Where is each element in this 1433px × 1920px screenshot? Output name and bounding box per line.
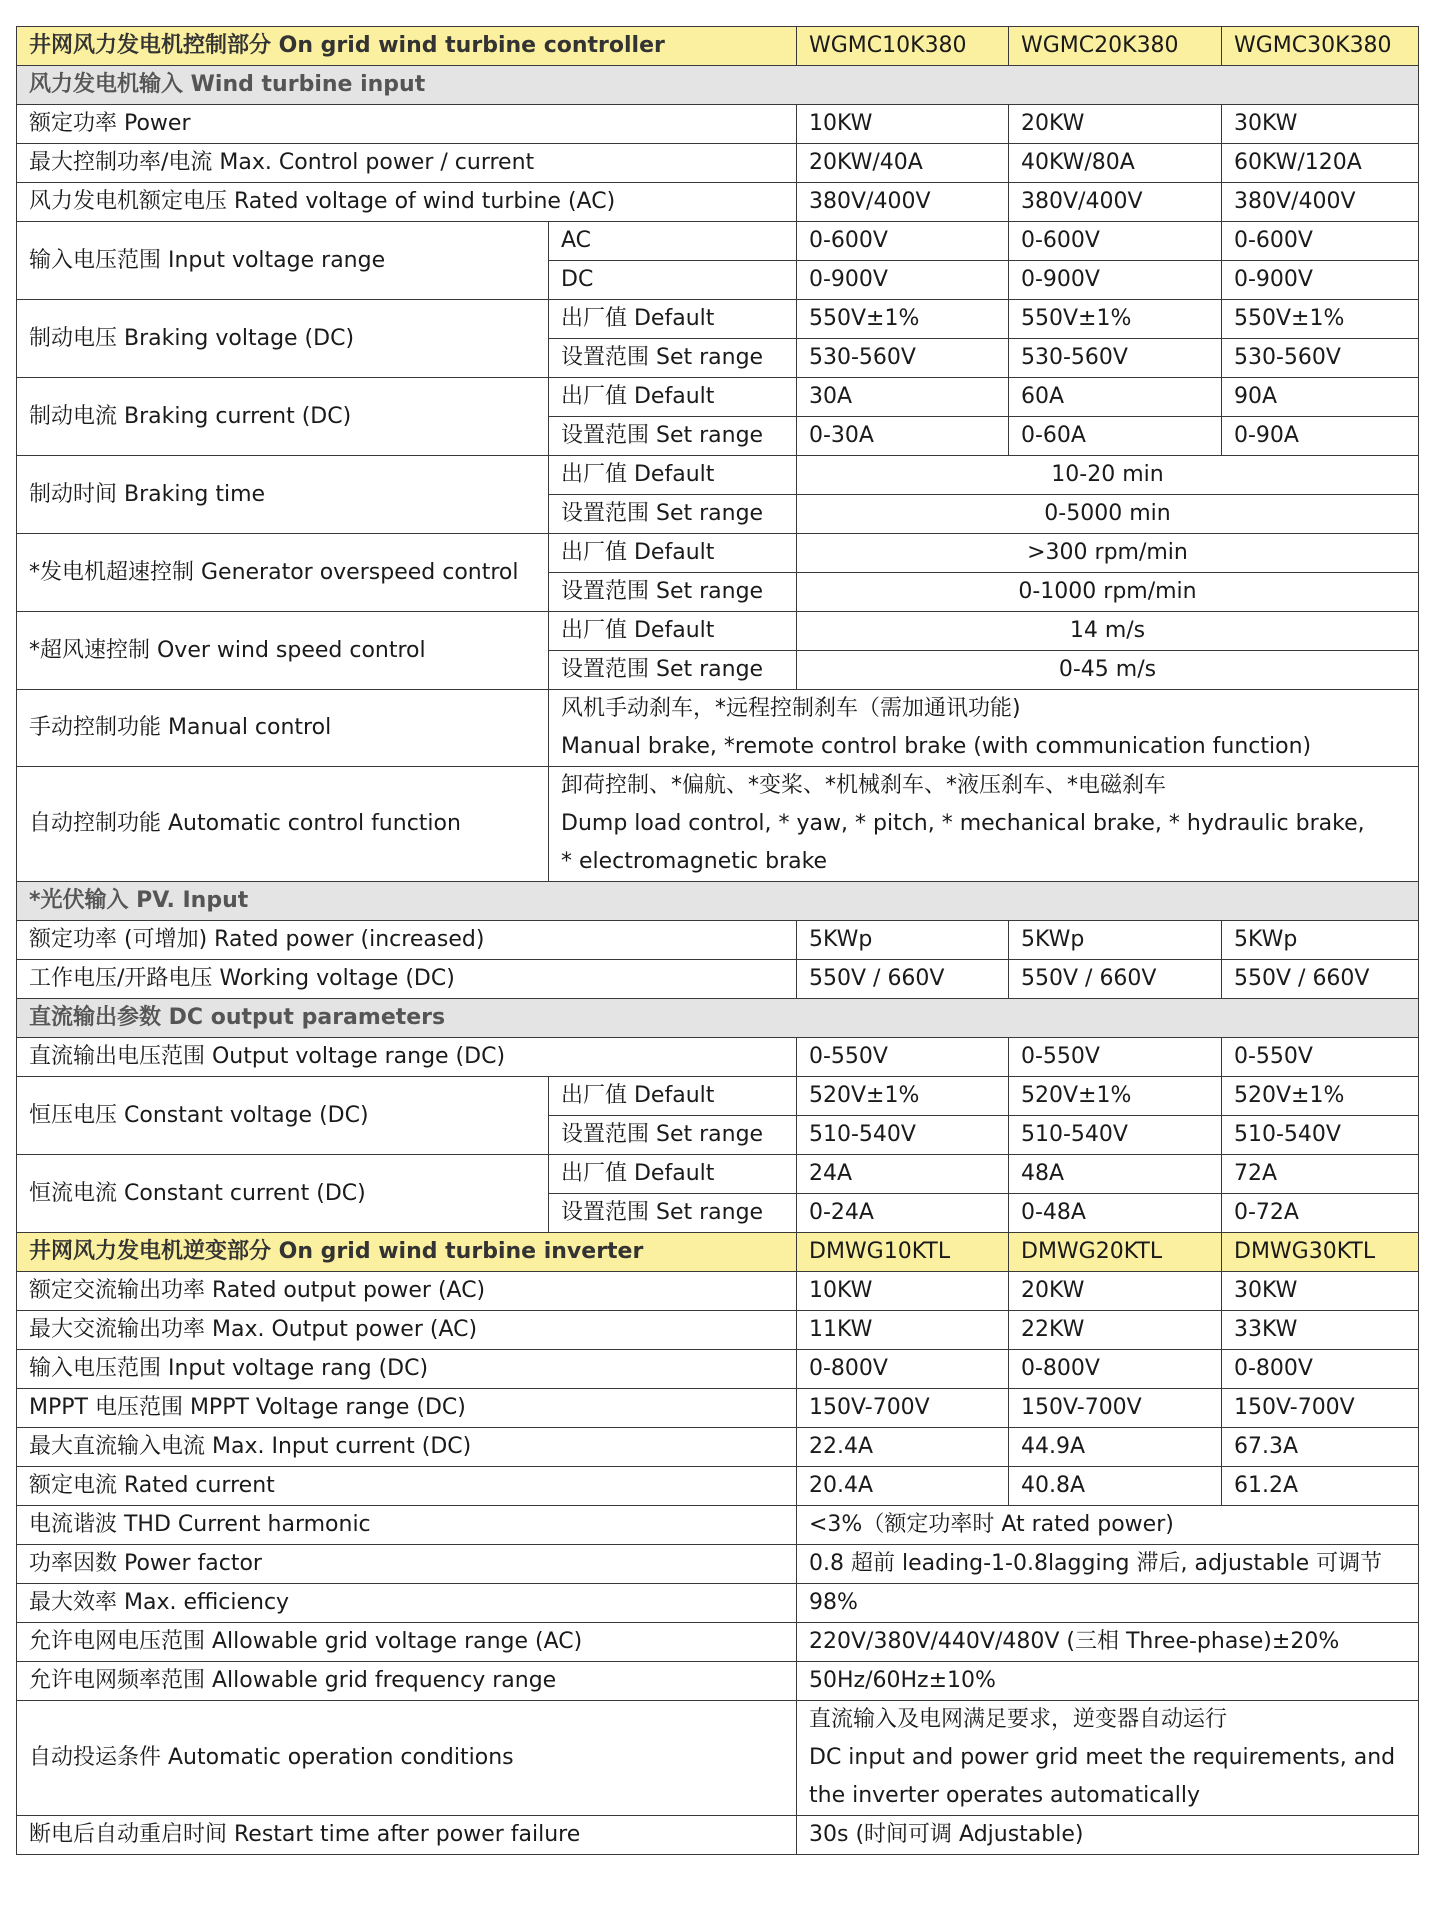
cell-value: 150V-700V [797, 1389, 1009, 1428]
model-header: DMWG20KTL [1009, 1233, 1222, 1272]
cell-value: 220V/380V/440V/480V (三相 Three-phase)±20% [797, 1623, 1419, 1662]
cell-value: 510-540V [1009, 1116, 1222, 1155]
cell-value: 5KWp [1222, 921, 1419, 960]
cell-value: 44.9A [1009, 1428, 1222, 1467]
sub-label: 设置范围 Set range [549, 651, 797, 690]
sub-label: 出厂值 Default [549, 534, 797, 573]
cell-value [549, 690, 1419, 767]
cell-value: 10KW [797, 105, 1009, 144]
sub-label: 出厂值 Default [549, 300, 797, 339]
table-row [17, 456, 1419, 495]
row-label: 制动电流 Braking current (DC) [17, 378, 549, 456]
section-header [17, 66, 1419, 105]
text-line: the inverter operates automatically [809, 1783, 1201, 1808]
cell-value: 550V±1% [1009, 300, 1222, 339]
cell-value: 5KWp [797, 921, 1009, 960]
cell-value: 30s (时间可调 Adjustable) [797, 1816, 1419, 1855]
cell-value: 0-5000 min [797, 495, 1419, 534]
model-header: DMWG10KTL [797, 1233, 1009, 1272]
table-row [17, 1038, 1419, 1077]
cell-value: 0-550V [1222, 1038, 1419, 1077]
cell-value: 510-540V [797, 1116, 1009, 1155]
cell-value: 20KW/40A [797, 144, 1009, 183]
cell-value: 0-60A [1009, 417, 1222, 456]
section-title: 直流输出参数 DC output parameters [17, 999, 1419, 1038]
cell-value: 30A [797, 378, 1009, 417]
cell-value: 0-90A [1222, 417, 1419, 456]
row-label: 功率因数 Power factor [17, 1545, 797, 1584]
row-label: 风力发电机额定电压 Rated voltage of wind turbine (AC) [17, 183, 797, 222]
cell-value: 550V±1% [1222, 300, 1419, 339]
row-label: 额定功率 (可增加) Rated power (increased) [17, 921, 797, 960]
table-row [17, 222, 1419, 261]
row-label: 最大直流输入电流 Max. Input current (DC) [17, 1428, 797, 1467]
cell-value: 22KW [1009, 1311, 1222, 1350]
model-header: WGMC30K380 [1222, 27, 1419, 66]
row-label: 手动控制功能 Manual control [17, 690, 549, 767]
cell-value: 67.3A [1222, 1428, 1419, 1467]
sub-label: 设置范围 Set range [549, 339, 797, 378]
row-label: MPPT 电压范围 MPPT Voltage range (DC) [17, 1389, 797, 1428]
model-header: WGMC20K380 [1009, 27, 1222, 66]
cell-value: 61.2A [1222, 1467, 1419, 1506]
table-row [17, 378, 1419, 417]
text-line: Dump load control, * yaw, * pitch, * mechanical brake, * hydraulic brake, [561, 811, 1365, 836]
cell-value: 60KW/120A [1222, 144, 1419, 183]
row-label: 额定电流 Rated current [17, 1467, 797, 1506]
row-label: 最大交流输出功率 Max. Output power (AC) [17, 1311, 797, 1350]
cell-value: 550V / 660V [797, 960, 1009, 999]
sub-label: DC [549, 261, 797, 300]
text-line: Manual brake, *remote control brake (with communication function) [561, 734, 1312, 759]
table-row [17, 1350, 1419, 1389]
cell-value: 530-560V [1009, 339, 1222, 378]
row-label: 允许电网电压范围 Allowable grid voltage range (AC) [17, 1623, 797, 1662]
table-row [17, 1816, 1419, 1855]
cell-value: 20KW [1009, 1272, 1222, 1311]
table-row [17, 921, 1419, 960]
cell-value: 0-600V [1222, 222, 1419, 261]
cell-value: 380V/400V [1222, 183, 1419, 222]
sub-label: 设置范围 Set range [549, 1194, 797, 1233]
cell-value: 0-900V [1009, 261, 1222, 300]
table-row [17, 1077, 1419, 1116]
cell-value: 520V±1% [1009, 1077, 1222, 1116]
sub-label: 出厂值 Default [549, 456, 797, 495]
sub-label: 设置范围 Set range [549, 417, 797, 456]
cell-value: 550V / 660V [1009, 960, 1222, 999]
row-label: *发电机超速控制 Generator overspeed control [17, 534, 549, 612]
cell-value: 0.8 超前 leading-1-0.8lagging 滞后, adjustable 可调节 [797, 1545, 1419, 1584]
cell-value: 30KW [1222, 105, 1419, 144]
table-row [17, 1506, 1419, 1545]
cell-value: 14 m/s [797, 612, 1419, 651]
cell-value: 50Hz/60Hz±10% [797, 1662, 1419, 1701]
cell-value: 0-45 m/s [797, 651, 1419, 690]
cell-value: 72A [1222, 1155, 1419, 1194]
cell-value: 98% [797, 1584, 1419, 1623]
cell-value: 33KW [1222, 1311, 1419, 1350]
row-label: 额定交流输出功率 Rated output power (AC) [17, 1272, 797, 1311]
row-label: 恒压电压 Constant voltage (DC) [17, 1077, 549, 1155]
sub-label: 设置范围 Set range [549, 495, 797, 534]
cell-value: 0-48A [1009, 1194, 1222, 1233]
section-title: *光伏输入 PV. Input [17, 882, 1419, 921]
model-header: DMWG30KTL [1222, 1233, 1419, 1272]
table-row [17, 534, 1419, 573]
sub-label: AC [549, 222, 797, 261]
row-label: *超风速控制 Over wind speed control [17, 612, 549, 690]
inverter-header-row [17, 1233, 1419, 1272]
table-row [17, 144, 1419, 183]
table-row [17, 1389, 1419, 1428]
cell-value: 11KW [797, 1311, 1009, 1350]
cell-value: 0-900V [797, 261, 1009, 300]
cell-value: 48A [1009, 1155, 1222, 1194]
row-label: 输入电压范围 Input voltage rang (DC) [17, 1350, 797, 1389]
table-row [17, 1272, 1419, 1311]
cell-value: 380V/400V [797, 183, 1009, 222]
sub-label: 出厂值 Default [549, 1155, 797, 1194]
table-row [17, 105, 1419, 144]
cell-value: 0-30A [797, 417, 1009, 456]
cell-value: 90A [1222, 378, 1419, 417]
row-label: 工作电压/开路电压 Working voltage (DC) [17, 960, 797, 999]
row-label: 电流谐波 THD Current harmonic [17, 1506, 797, 1545]
cell-value: 0-800V [1222, 1350, 1419, 1389]
cell-value: 550V / 660V [1222, 960, 1419, 999]
table-row [17, 300, 1419, 339]
cell-value: 0-550V [1009, 1038, 1222, 1077]
cell-value: 380V/400V [1009, 183, 1222, 222]
table-row [17, 1311, 1419, 1350]
row-label: 制动时间 Braking time [17, 456, 549, 534]
cell-value: 40.8A [1009, 1467, 1222, 1506]
row-label: 最大控制功率/电流 Max. Control power / current [17, 144, 797, 183]
cell-value: 10KW [797, 1272, 1009, 1311]
sub-label: 出厂值 Default [549, 1077, 797, 1116]
table-row [17, 1155, 1419, 1194]
cell-value: 0-800V [797, 1350, 1009, 1389]
text-line: 直流输入及电网满足要求，逆变器自动运行 [809, 1707, 1228, 1732]
cell-value: <3%（额定功率时 At rated power) [797, 1506, 1419, 1545]
cell-value: 550V±1% [797, 300, 1009, 339]
cell-value: 530-560V [797, 339, 1009, 378]
sub-label: 设置范围 Set range [549, 573, 797, 612]
section-header [17, 882, 1419, 921]
row-label: 直流输出电压范围 Output voltage range (DC) [17, 1038, 797, 1077]
cell-value: 22.4A [797, 1428, 1009, 1467]
row-label: 断电后自动重启时间 Restart time after power failure [17, 1816, 797, 1855]
cell-value: 40KW/80A [1009, 144, 1222, 183]
cell-value: 150V-700V [1222, 1389, 1419, 1428]
cell-value: 0-600V [1009, 222, 1222, 261]
text-line: * electromagnetic brake [561, 849, 828, 874]
model-header: WGMC10K380 [797, 27, 1009, 66]
table-row [17, 1701, 1419, 1816]
row-label: 最大效率 Max. efficiency [17, 1584, 797, 1623]
cell-value: 0-72A [1222, 1194, 1419, 1233]
table-row [17, 960, 1419, 999]
table-row [17, 1428, 1419, 1467]
table-row [17, 183, 1419, 222]
cell-value: 20.4A [797, 1467, 1009, 1506]
cell-value: 0-800V [1009, 1350, 1222, 1389]
cell-value: 24A [797, 1155, 1009, 1194]
cell-value: 520V±1% [1222, 1077, 1419, 1116]
cell-value: 510-540V [1222, 1116, 1419, 1155]
table-row [17, 767, 1419, 882]
row-label: 自动投运条件 Automatic operation conditions [17, 1701, 797, 1816]
spec-table [16, 26, 1419, 1855]
cell-value [549, 767, 1419, 882]
cell-value: 0-1000 rpm/min [797, 573, 1419, 612]
sub-label: 设置范围 Set range [549, 1116, 797, 1155]
cell-value: 520V±1% [797, 1077, 1009, 1116]
cell-value: 20KW [1009, 105, 1222, 144]
sub-label: 出厂值 Default [549, 612, 797, 651]
cell-value: 0-900V [1222, 261, 1419, 300]
cell-value [797, 1701, 1419, 1816]
table-row [17, 1467, 1419, 1506]
table-row [17, 1545, 1419, 1584]
row-label: 自动控制功能 Automatic control function [17, 767, 549, 882]
cell-value: 10-20 min [797, 456, 1419, 495]
cell-value: 5KWp [1009, 921, 1222, 960]
cell-value: 0-24A [797, 1194, 1009, 1233]
table-row [17, 1584, 1419, 1623]
cell-value: 30KW [1222, 1272, 1419, 1311]
text-line: 卸荷控制、*偏航、*变桨、*机械刹车、*液压刹车、*电磁刹车 [561, 773, 1167, 798]
row-label: 输入电压范围 Input voltage range [17, 222, 549, 300]
table-row [17, 1662, 1419, 1701]
text-line: DC input and power grid meet the requirements, and [809, 1745, 1396, 1770]
table-row [17, 690, 1419, 767]
section-header [17, 999, 1419, 1038]
cell-value: 60A [1009, 378, 1222, 417]
row-label: 恒流电流 Constant current (DC) [17, 1155, 549, 1233]
controller-header-row [17, 27, 1419, 66]
inverter-title: 井网风力发电机逆变部分 On grid wind turbine inverter [17, 1233, 797, 1272]
row-label: 制动电压 Braking voltage (DC) [17, 300, 549, 378]
cell-value: 530-560V [1222, 339, 1419, 378]
row-label: 允许电网频率范围 Allowable grid frequency range [17, 1662, 797, 1701]
cell-value: 150V-700V [1009, 1389, 1222, 1428]
table-row [17, 1623, 1419, 1662]
controller-title: 井网风力发电机控制部分 On grid wind turbine controller [17, 27, 797, 66]
text-line: 风机手动刹车，*远程控制刹车（需加通讯功能) [561, 696, 1021, 721]
cell-value: 0-550V [797, 1038, 1009, 1077]
sub-label: 出厂值 Default [549, 378, 797, 417]
row-label: 额定功率 Power [17, 105, 797, 144]
cell-value: >300 rpm/min [797, 534, 1419, 573]
cell-value: 0-600V [797, 222, 1009, 261]
table-row [17, 612, 1419, 651]
section-title: 风力发电机输入 Wind turbine input [17, 66, 1419, 105]
